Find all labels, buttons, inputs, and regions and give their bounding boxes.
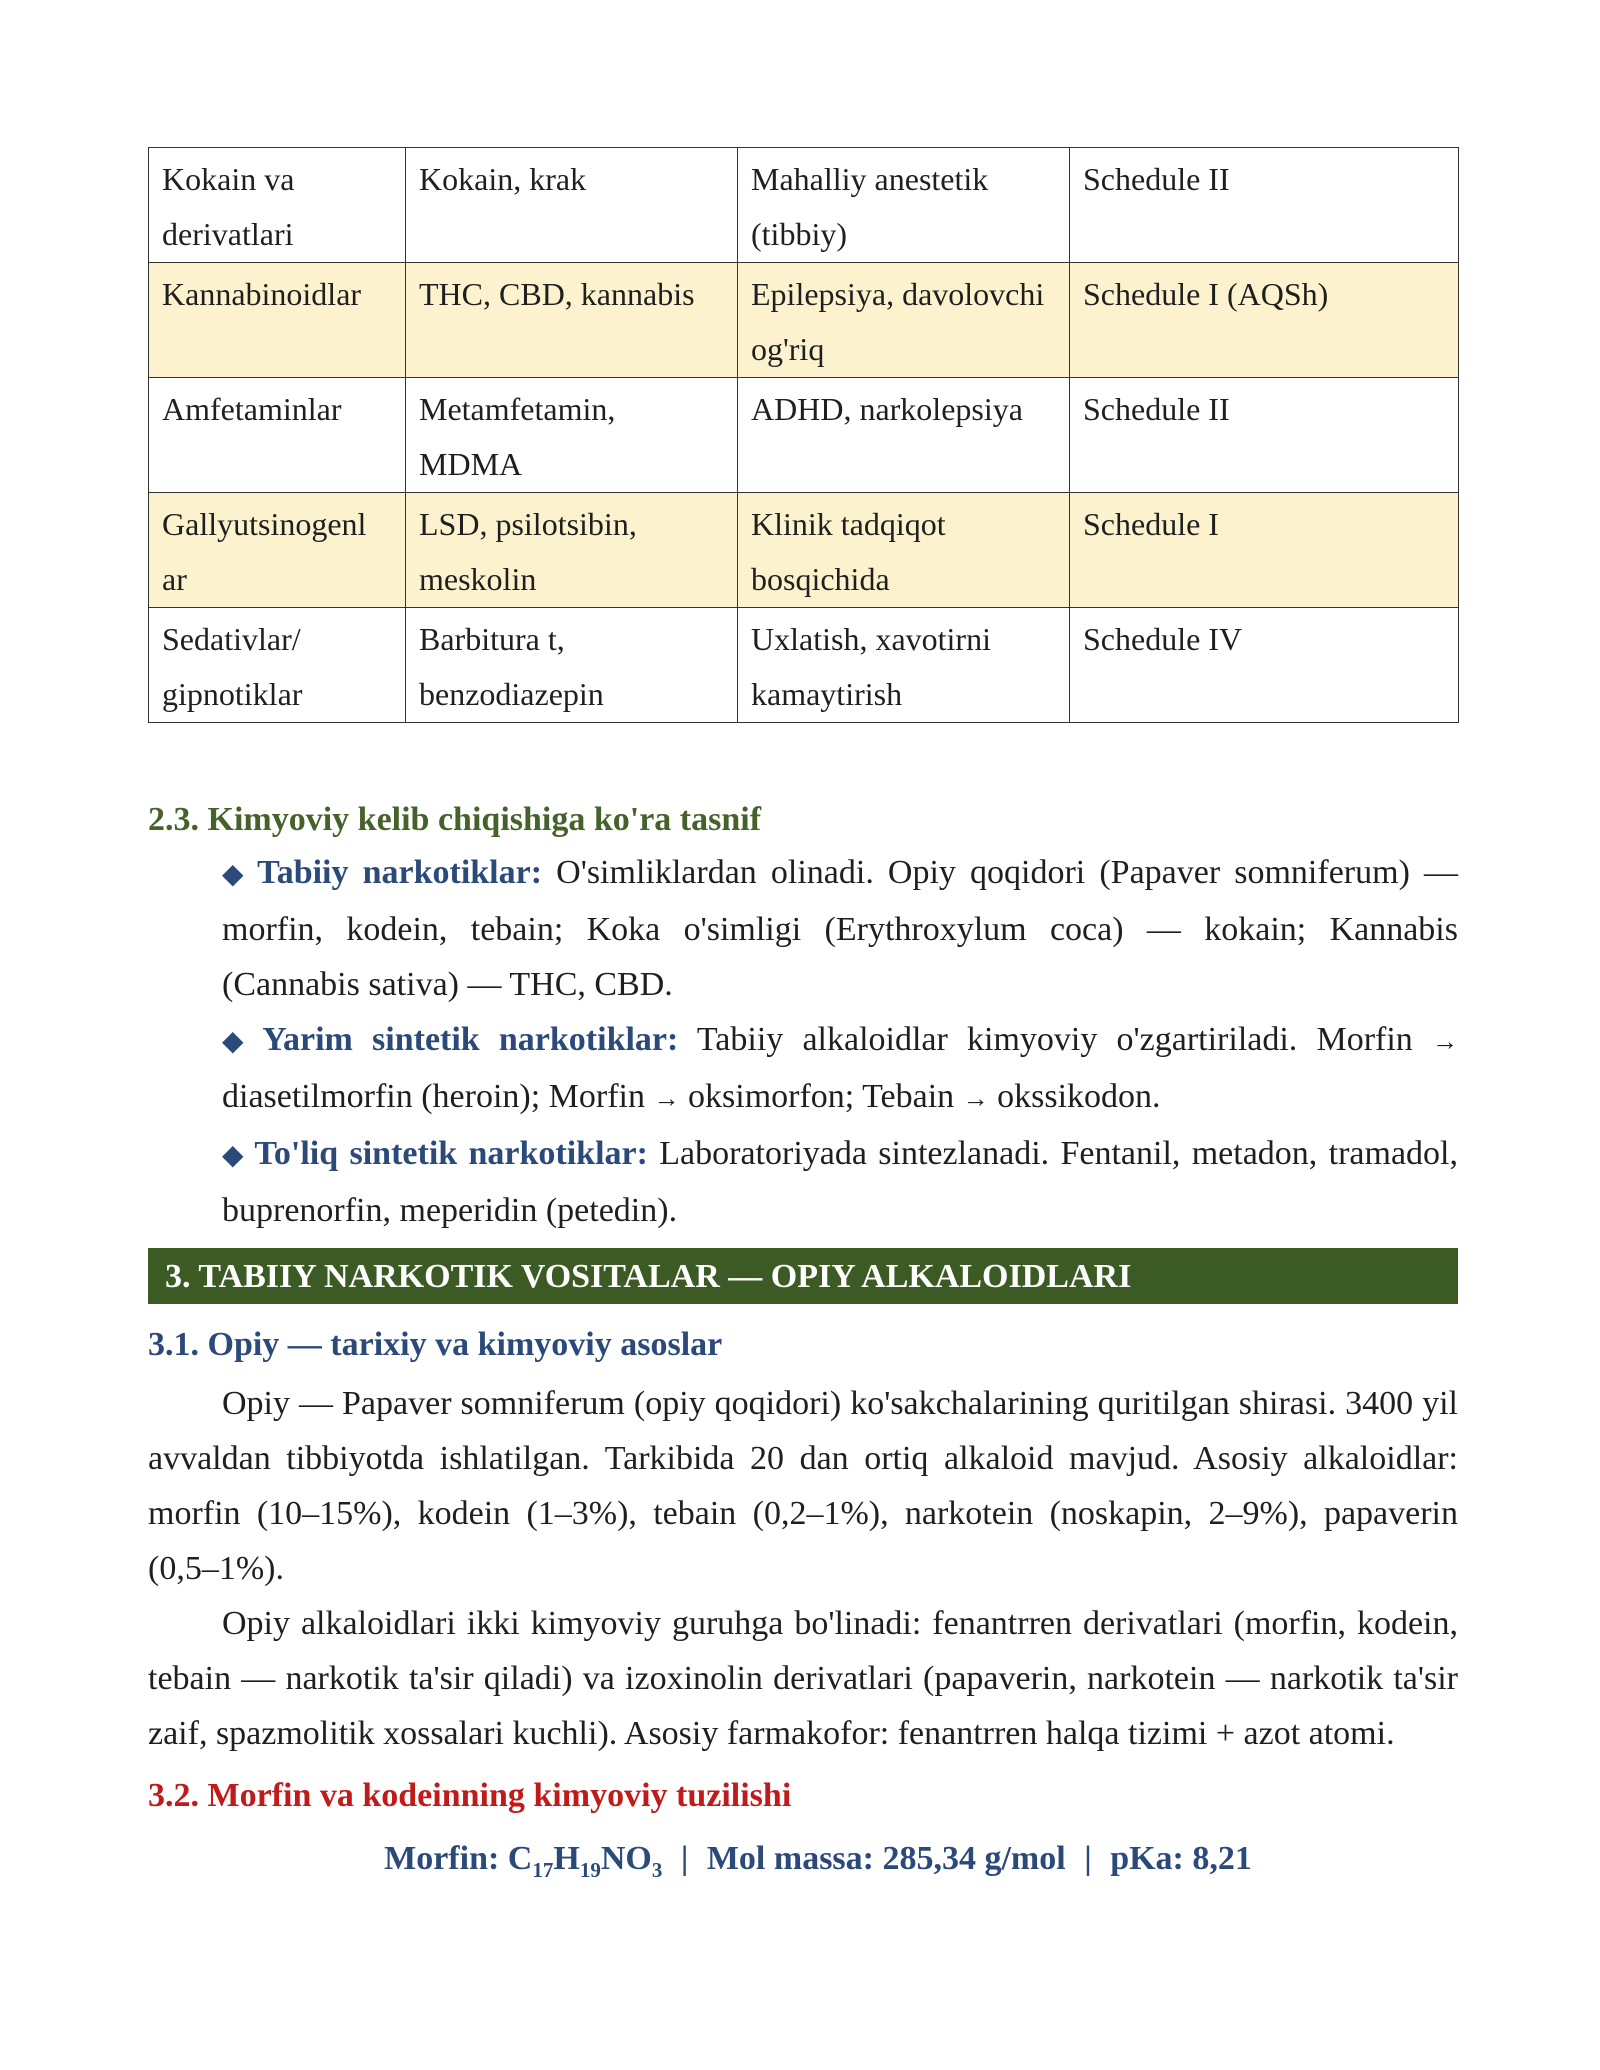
table-cell: Schedule I (AQSh) bbox=[1070, 263, 1459, 378]
table-cell: Kokain, krak bbox=[406, 148, 738, 263]
formula-prefix: Morfin: C bbox=[384, 1840, 533, 1877]
arrow-icon: → bbox=[1431, 1027, 1458, 1056]
drug-classification-table bbox=[148, 147, 1459, 723]
section-heading-3-1: 3.1. Opiy — tarixiy va kimyoviy asoslar bbox=[148, 1326, 723, 1363]
diamond-bullet-icon: ◆ bbox=[222, 859, 250, 890]
bullet-text: okssikodon. bbox=[988, 1078, 1161, 1115]
paragraph-opium-history: Opiy — Papaver somniferum (opiy qoqidori) ko'sakchalarining quritilgan shirasi. 3400 yil avvaldan tibbiyotda ishlatilgan. Tarkibida 20 dan ortiq alkaloid mavjud. Asosiy alkaloidlar: morfin (10–15%), kodein (1–3%), tebain (0,2–1%), narkotein (noskapin, 2–9%), papaverin (0,5–1%). bbox=[148, 1385, 1458, 1587]
table-cell: Schedule II bbox=[1070, 378, 1459, 493]
section-banner-3: 3. TABIIY NARKOTIK VOSITALAR — OPIY ALKALOIDLARI bbox=[148, 1248, 1458, 1304]
bullet-lead: Yarim sintetik narkotiklar: bbox=[262, 1021, 679, 1058]
table-cell: Kokain va derivatlari bbox=[149, 148, 406, 263]
table-row bbox=[149, 148, 1459, 263]
table-row bbox=[149, 378, 1459, 493]
formula-element: H bbox=[553, 1840, 580, 1877]
morphine-formula-line bbox=[148, 1829, 1458, 1900]
bullet-synthetic bbox=[222, 1126, 1458, 1238]
formula-element: NO bbox=[600, 1840, 652, 1877]
table-cell: Schedule IV bbox=[1070, 608, 1459, 723]
pka-value: pKa: 8,21 bbox=[1110, 1840, 1252, 1877]
section-heading-2-3: 2.3. Kimyoviy kelib chiqishiga ko'ra tasnif bbox=[148, 801, 762, 838]
bullet-text: oksimorfon; Tebain bbox=[679, 1078, 963, 1115]
arrow-icon: → bbox=[653, 1084, 680, 1113]
table-row bbox=[149, 493, 1459, 608]
section-heading-3-2: 3.2. Morfin va kodeinning kimyoviy tuzilishi bbox=[148, 1777, 792, 1814]
table-cell: Epilepsiya, davolovchi og'riq bbox=[738, 263, 1070, 378]
bullet-semisynthetic bbox=[222, 1012, 1458, 1126]
formula-subscript: 17 bbox=[532, 1857, 554, 1882]
diamond-bullet-icon: ◆ bbox=[222, 1140, 247, 1171]
table-row bbox=[149, 263, 1459, 378]
document-page bbox=[148, 147, 1458, 1900]
diamond-bullet-icon: ◆ bbox=[222, 1026, 255, 1057]
formula-separator: | bbox=[1084, 1840, 1092, 1877]
table-cell: Mahalliy anestetik (tibbiy) bbox=[738, 148, 1070, 263]
table-cell: Uxlatish, xavotirni kamaytirish bbox=[738, 608, 1070, 723]
table-cell: Barbitura t, benzodiazepin bbox=[406, 608, 738, 723]
bullet-natural bbox=[222, 845, 1458, 1012]
bullet-text: Laboratoriyada sintezlanadi. Fentanil, metadon, tramadol, buprenorfin, meperidin (petedin). bbox=[222, 1135, 1458, 1229]
molar-mass: Mol massa: 285,34 g/mol bbox=[706, 1840, 1066, 1877]
table-cell: ADHD, narkolepsiya bbox=[738, 378, 1070, 493]
bullet-text: O'simliklardan olinadi. Opiy qoqidori (Papaver somniferum) — morfin, kodein, tebain; Koka o'simligi (Erythroxylum coca) — kokain; Kannabis (Cannabis sativa) — THC, CBD. bbox=[222, 854, 1458, 1003]
table-cell: Kannabinoidlar bbox=[149, 263, 406, 378]
bullet-text: Tabiiy alkaloidlar kimyoviy o'zgartiriladi. Morfin bbox=[678, 1021, 1432, 1058]
table-cell: Klinik tadqiqot bosqichida bbox=[738, 493, 1070, 608]
bullet-lead: To'liq sintetik narkotiklar: bbox=[254, 1135, 648, 1172]
bullet-lead: Tabiiy narkotiklar: bbox=[257, 854, 543, 891]
table-cell: Amfetaminlar bbox=[149, 378, 406, 493]
formula-subscript: 19 bbox=[579, 1857, 601, 1882]
table-cell: Schedule II bbox=[1070, 148, 1459, 263]
arrow-icon: → bbox=[962, 1084, 989, 1113]
table-row bbox=[149, 608, 1459, 723]
classification-bullets bbox=[222, 845, 1458, 1238]
bullet-text: diasetilmorfin (heroin); Morfin bbox=[222, 1078, 654, 1115]
table-cell: Sedativlar/ gipnotiklar bbox=[149, 608, 406, 723]
formula-separator: | bbox=[680, 1840, 689, 1877]
formula-subscript: 3 bbox=[651, 1857, 663, 1882]
table-cell: LSD, psilotsibin, meskolin bbox=[406, 493, 738, 608]
paragraph-opium-alkaloids: Opiy alkaloidlari ikki kimyoviy guruhga bo'linadi: fenantrren derivatlari (morfin, kodein, tebain — narkotik ta'sir qiladi) va izoxinolin derivatlari (papaverin, narkotein — narkotik ta'sir zaif, spazmolitik xossalari kuchli). Asosiy farmakofor: fenantrren halqa tizimi + azot atomi. bbox=[148, 1605, 1458, 1752]
table-cell: THC, CBD, kannabis bbox=[406, 263, 738, 378]
table-cell: Schedule I bbox=[1070, 493, 1459, 608]
table-cell: Metamfetamin, MDMA bbox=[406, 378, 738, 493]
table-cell: Gallyutsinogenl ar bbox=[149, 493, 406, 608]
